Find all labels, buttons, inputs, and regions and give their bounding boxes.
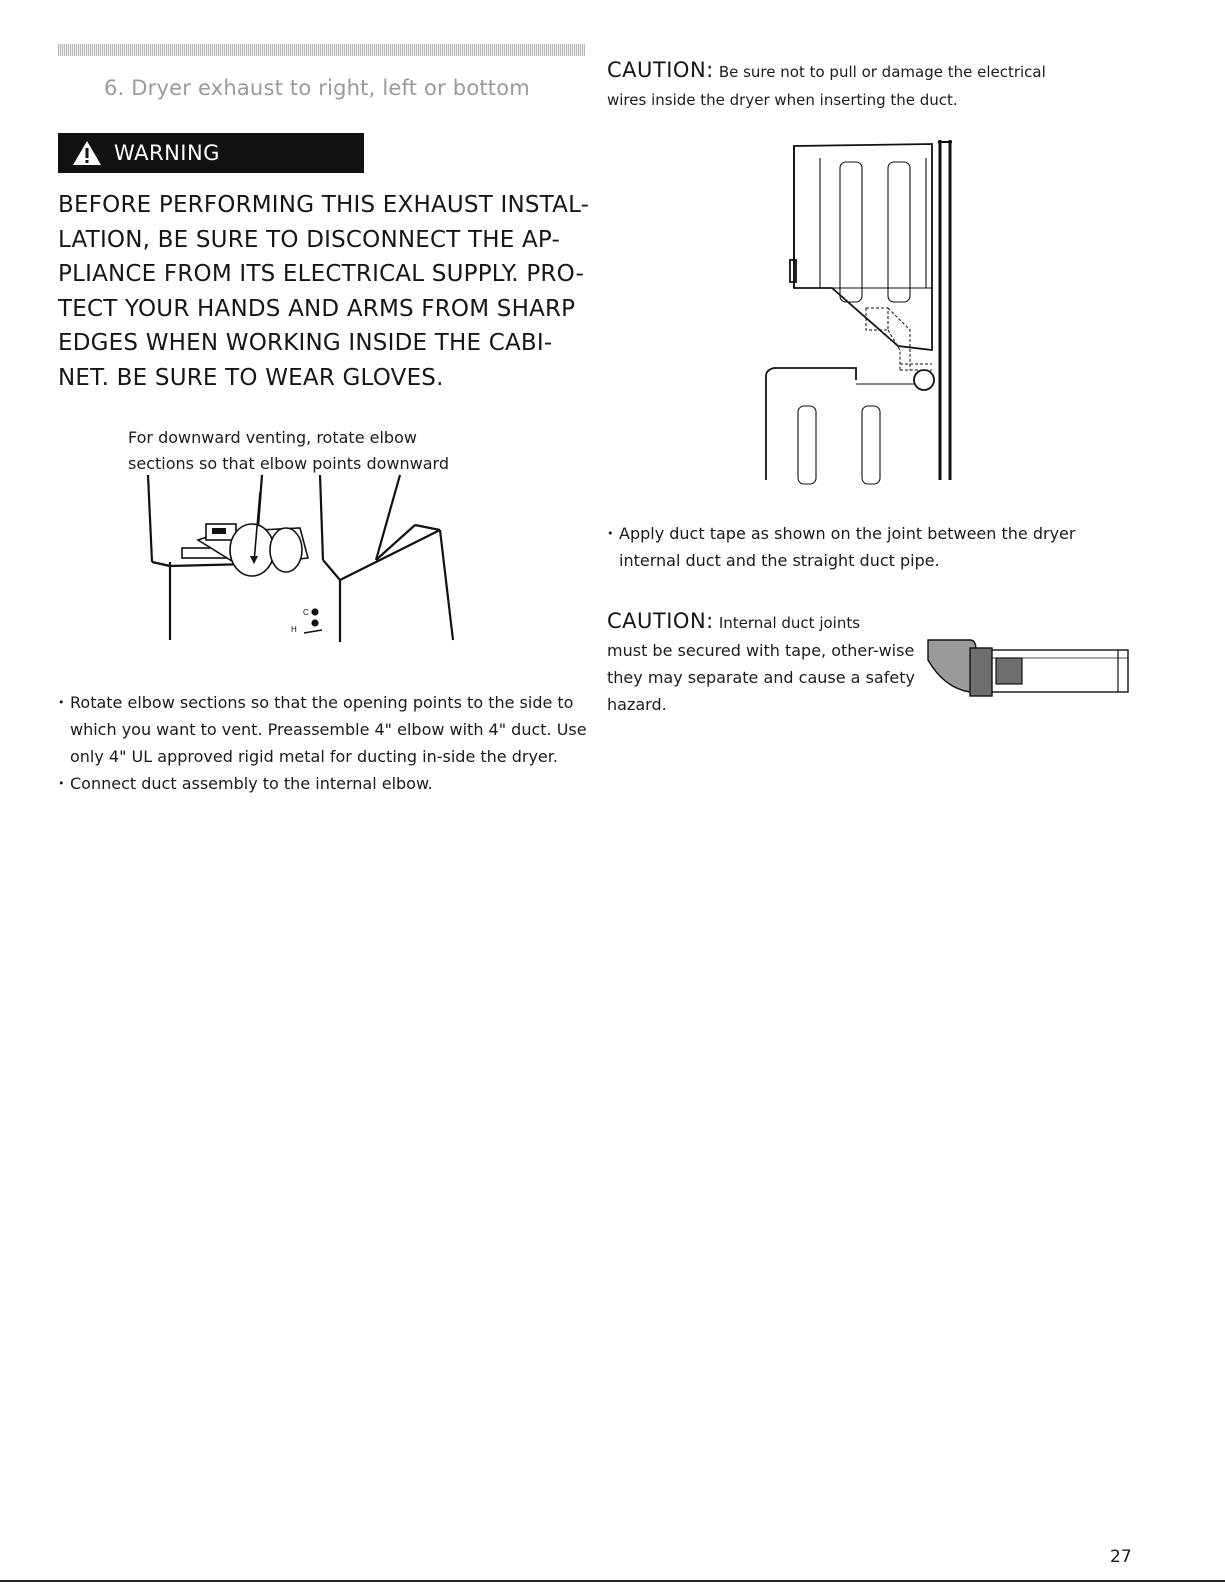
page-number: 27	[1110, 1547, 1132, 1567]
figure-label-c: C	[303, 608, 309, 617]
figure-caption-line: For downward venting, rotate elbow	[128, 428, 417, 447]
header-rule	[58, 44, 585, 56]
caution-text-continued: must be secured with tape, other-wise they may separate and cause a safety hazard.	[607, 641, 915, 714]
caution-note	[607, 608, 917, 718]
downward-vent-illustration	[140, 470, 470, 650]
caution-note	[607, 58, 1127, 82]
caution-label: CAUTION:	[607, 609, 714, 633]
caution-text: Internal duct joints	[718, 614, 861, 632]
instruction-list	[607, 520, 1127, 574]
figure-caption-line: sections so that elbow points downward	[128, 454, 449, 473]
caution-text-continued: wires inside the dryer when inserting the duct.	[607, 91, 958, 109]
warning-banner	[58, 133, 364, 173]
page-bottom-rule	[0, 1580, 1225, 1582]
warning-label: WARNING	[114, 141, 220, 165]
caution-text: Be sure not to pull or damage the electrical	[718, 63, 1046, 81]
duct-tape-joint-illustration	[926, 636, 1136, 702]
warning-triangle-icon	[72, 139, 102, 167]
section-title: 6. Dryer exhaust to right, left or bottom	[104, 76, 530, 100]
warning-text: BEFORE PERFORMING THIS EXHAUST INSTAL-LATION, BE SURE TO DISCONNECT THE AP-PLIANCE FROM ITS ELECTRICAL SUPPLY. PRO-TECT YOUR HANDS AND ARMS FROM SHARP EDGES WHEN WORKING INSIDE THE CABI-NET. BE SURE TO WEAR GLOVES.	[58, 192, 590, 391]
figure-label-h: H	[291, 625, 297, 634]
caution-label: CAUTION:	[607, 58, 714, 82]
list-item: • Connect duct assembly to the internal elbow.	[58, 770, 593, 797]
list-item: • Apply duct tape as shown on the joint between the dryer internal duct and the straight duct pipe.	[607, 520, 1127, 574]
list-item: • Rotate elbow sections so that the opening points to the side to which you want to vent. Preassemble 4" elbow with 4" duct. Use only 4" UL approved rigid metal for ducting in-side the dryer.	[58, 689, 593, 770]
instruction-list	[58, 689, 593, 797]
stacked-dryer-illustration	[760, 140, 960, 485]
